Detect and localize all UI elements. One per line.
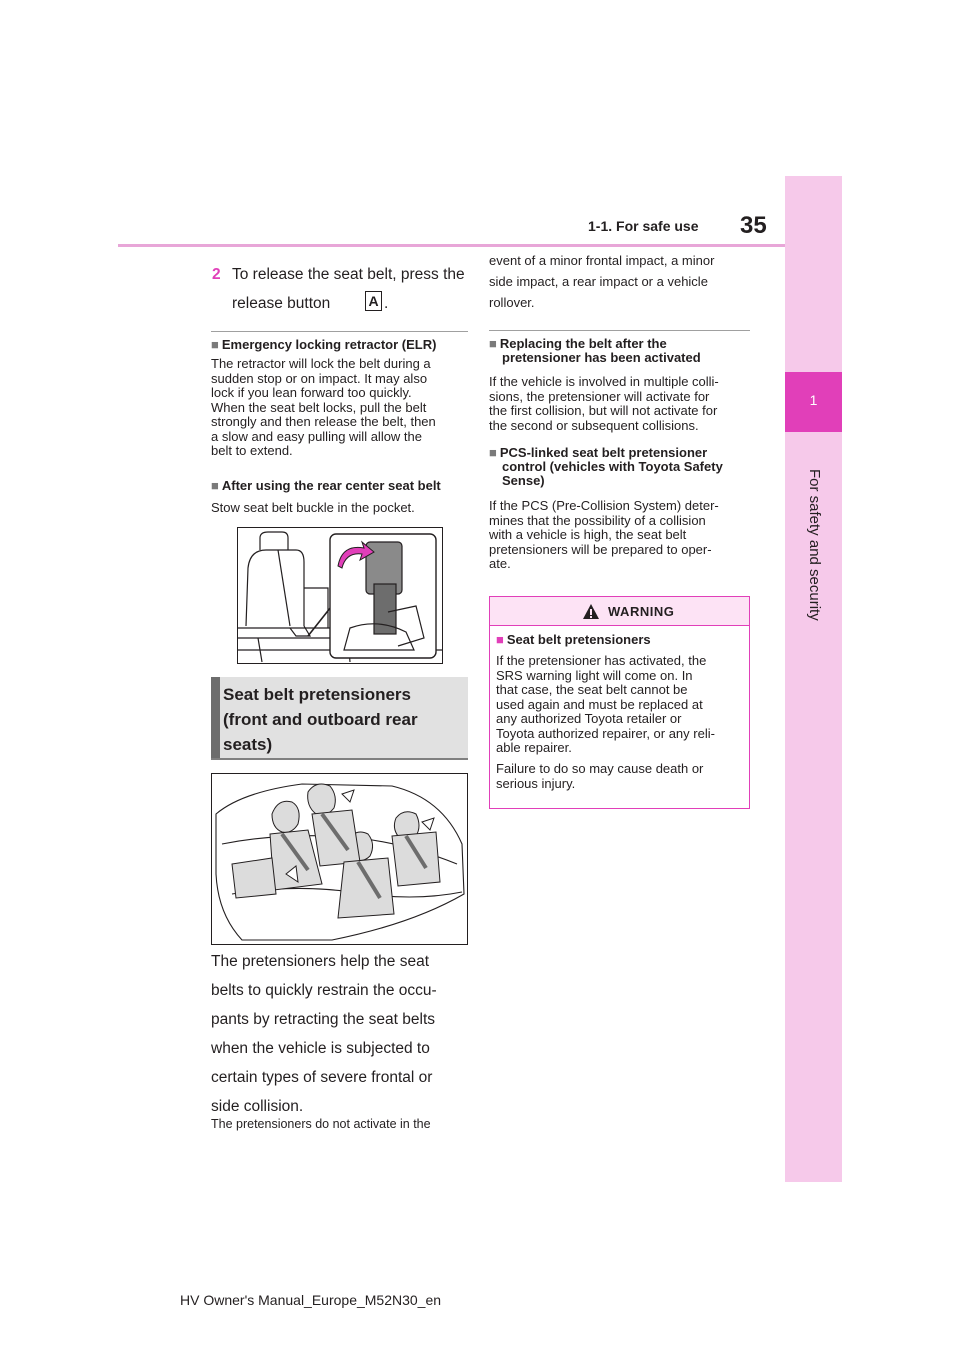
square-bullet-icon: ■ <box>211 337 219 352</box>
elr-text: The retractor will lock the belt during a sudden stop or on impact. It may also lock if you lean forward too quickly. When the seat belt locks, pull the belt strongly and then release the belt, then a slow and easy pulling will allow the belt to extend. <box>211 356 436 458</box>
footer-manual-id: HV Owner's Manual_Europe_M52N30_en <box>180 1292 442 1308</box>
square-bullet-icon: ■ <box>496 632 504 647</box>
pretensioner-description: The pretensioners help the seat belts to quickly restrain the occu- pants by retracting the seat belts when the vehicle is subjected to certain types of severe frontal or side collision. <box>211 953 437 1115</box>
vehicle-occupants-illustration <box>211 773 468 945</box>
warning-title: WARNING <box>608 604 675 619</box>
note-text-start: The pretensioners do not activate in the <box>211 1117 431 1131</box>
replacing-text: If the vehicle is involved in multiple colli- sions, the pretensioner will activate for the first collision, but will not activate for the second or subsequent collisions. <box>489 374 719 433</box>
note-text-continued: event of a minor frontal impact, a minor side impact, a rear impact or a vehicle rollover. <box>489 253 715 310</box>
banner-rule <box>211 758 468 760</box>
warning-box <box>489 596 750 809</box>
section-header: 1-1. For safe use <box>588 218 699 234</box>
step-period: . <box>384 295 389 312</box>
side-tab-label: For safety and security <box>806 469 823 621</box>
side-tab <box>785 176 842 1182</box>
rear-center-text: Stow seat belt buckle in the pocket. <box>211 500 415 515</box>
section-divider <box>211 331 468 332</box>
header-rule <box>118 244 786 247</box>
banner-accent-bar <box>211 677 220 759</box>
release-button-label: A <box>365 291 382 311</box>
pcs-text: If the PCS (Pre-Collision System) deter- mines that the possibility of a collision with a vehicle is high, the seat belt pretensioners will be prepared to oper- ate. <box>489 498 719 571</box>
warning-triangle-icon <box>582 603 600 620</box>
warning-heading: ■ Seat belt pretensioners <box>496 632 651 647</box>
page-number: 35 <box>740 212 767 239</box>
warning-consequence-text: Failure to do so may cause death or serious injury. <box>496 761 704 791</box>
rear-center-heading: ■ After using the rear center seat belt <box>211 478 441 493</box>
section-banner <box>211 677 468 759</box>
square-bullet-icon: ■ <box>211 478 219 493</box>
square-bullet-icon: ■ <box>489 445 497 460</box>
seat-illustration-icon <box>238 528 442 663</box>
replacing-heading: ■ Replacing the belt after the pretensioner has been activated <box>489 336 701 365</box>
elr-heading: ■ Emergency locking retractor (ELR) <box>211 337 437 352</box>
section-divider <box>489 330 750 331</box>
warning-header <box>490 597 749 626</box>
step-text: To release the seat belt, press the release button <box>232 266 465 312</box>
car-interior-illustration-icon <box>212 774 467 944</box>
rear-seat-buckle-illustration <box>237 527 443 664</box>
square-bullet-icon: ■ <box>489 336 497 351</box>
side-tab-number: 1 <box>809 392 818 408</box>
step-number: 2 <box>212 266 221 283</box>
warning-text: If the pretensioner has activated, the SRS warning light will come on. In that case, the seat belt cannot be used again and must be replaced at any authorized Toyota retailer or Toyota authorized repairer, or any reli- able repairer. <box>496 653 715 755</box>
banner-title: Seat belt pretensioners (front and outboard rear seats) <box>223 685 418 754</box>
pcs-heading: ■ PCS-linked seat belt pretensioner control (vehicles with Toyota Safety Sense) <box>489 445 723 488</box>
